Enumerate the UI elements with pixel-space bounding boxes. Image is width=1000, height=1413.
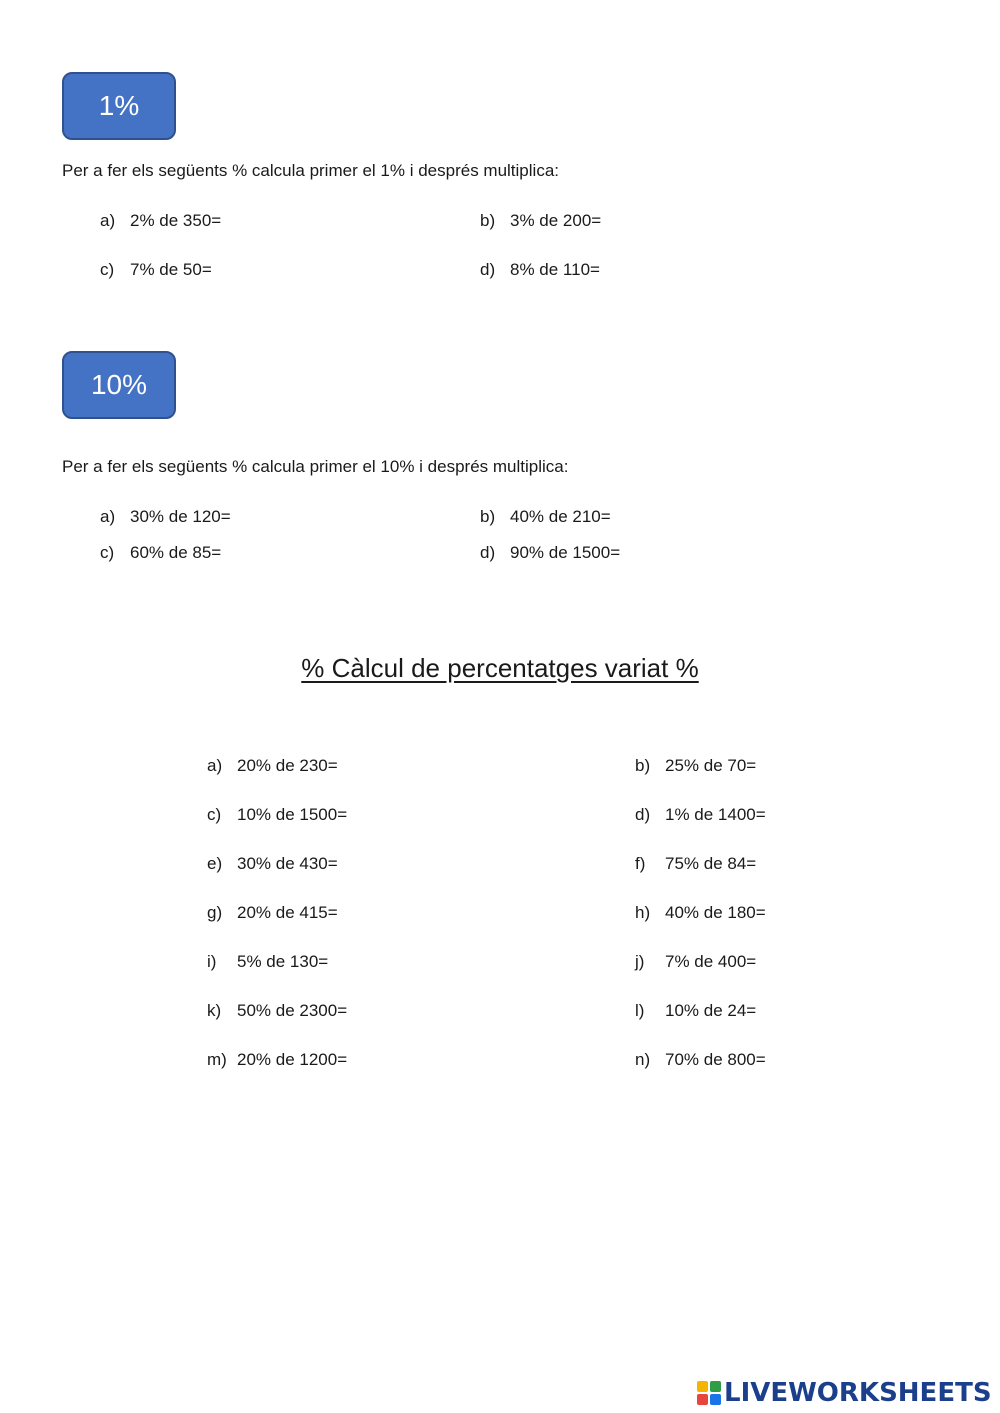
exercise-2b xyxy=(480,507,611,527)
exercise-3e xyxy=(207,854,338,874)
exercise-text: 7% de 400= xyxy=(665,952,757,971)
exercise-label: i) xyxy=(207,952,217,971)
exercise-3a xyxy=(207,756,338,776)
exercise-3i xyxy=(207,952,328,972)
exercise-3n xyxy=(635,1050,766,1070)
exercise-text: 2% de 350= xyxy=(130,211,222,230)
exercise-label: k) xyxy=(207,1001,222,1020)
exercise-3j xyxy=(635,952,756,972)
logo-square xyxy=(710,1394,721,1405)
instruction-10-percent: Per a fer els següents % calcula primer el 10% i després multiplica: xyxy=(62,457,569,476)
exercise-label: h) xyxy=(635,903,651,922)
badge-10-percent xyxy=(62,351,176,419)
logo-square xyxy=(710,1381,721,1392)
exercise-3m xyxy=(207,1050,347,1070)
exercise-text: 8% de 110= xyxy=(510,260,600,279)
exercise-text: 10% de 24= xyxy=(665,1001,757,1020)
exercise-label: b) xyxy=(635,756,651,775)
exercise-text: 25% de 70= xyxy=(665,756,757,775)
exercise-text: 60% de 85= xyxy=(130,543,222,562)
exercise-text: 30% de 120= xyxy=(130,507,231,526)
exercise-1d xyxy=(480,260,600,280)
badge-1-percent xyxy=(62,72,176,140)
instruction-1-percent: Per a fer els següents % calcula primer el 1% i després multiplica: xyxy=(62,161,559,180)
exercise-2d xyxy=(480,543,620,563)
exercise-text: 3% de 200= xyxy=(510,211,602,230)
exercise-label: b) xyxy=(480,507,496,526)
exercise-1c xyxy=(100,260,212,280)
exercise-label: m) xyxy=(207,1050,227,1069)
liveworksheets-logo[interactable] xyxy=(697,1376,992,1410)
exercise-text: 50% de 2300= xyxy=(237,1001,348,1020)
exercise-text: 30% de 430= xyxy=(237,854,338,873)
exercise-label: c) xyxy=(207,805,222,824)
exercise-3h xyxy=(635,903,766,923)
exercise-label: n) xyxy=(635,1050,651,1069)
exercise-3g xyxy=(207,903,338,923)
exercise-1a xyxy=(100,211,221,231)
exercise-label: d) xyxy=(480,543,496,562)
logo-square xyxy=(697,1381,708,1392)
badge-10-percent-label: 10% xyxy=(90,369,148,400)
exercise-2a xyxy=(100,507,231,527)
exercise-label: c) xyxy=(100,543,115,562)
exercise-label: l) xyxy=(635,1001,645,1020)
exercise-2c xyxy=(100,543,221,563)
exercise-label: f) xyxy=(635,854,646,873)
exercise-1b xyxy=(480,211,601,231)
exercise-text: 10% de 1500= xyxy=(237,805,348,824)
section-title-mixed: % Càlcul de percentatges variat % xyxy=(301,653,699,683)
exercise-text: 90% de 1500= xyxy=(510,543,621,562)
exercise-text: 5% de 130= xyxy=(237,952,329,971)
exercise-label: e) xyxy=(207,854,223,873)
exercise-text: 40% de 180= xyxy=(665,903,766,922)
exercise-3k xyxy=(207,1001,347,1021)
exercise-label: c) xyxy=(100,260,115,279)
exercise-label: a) xyxy=(207,756,223,775)
exercise-label: b) xyxy=(480,211,496,230)
exercise-label: g) xyxy=(207,903,223,922)
exercise-3d xyxy=(635,805,766,825)
logo-text: LIVEWORKSHEETS xyxy=(724,1378,992,1408)
logo-square xyxy=(697,1394,708,1405)
exercise-3b xyxy=(635,756,756,776)
exercise-3l xyxy=(635,1001,756,1021)
exercise-label: j) xyxy=(635,952,645,971)
exercise-text: 1% de 1400= xyxy=(665,805,766,824)
exercise-text: 20% de 230= xyxy=(237,756,338,775)
exercise-text: 70% de 800= xyxy=(665,1050,766,1069)
exercise-text: 40% de 210= xyxy=(510,507,611,526)
exercise-text: 7% de 50= xyxy=(130,260,212,279)
exercise-3f xyxy=(635,854,756,874)
exercise-3c xyxy=(207,805,347,825)
badge-1-percent-label: 1% xyxy=(98,90,140,121)
exercise-label: a) xyxy=(100,211,116,230)
exercise-label: d) xyxy=(480,260,496,279)
exercise-text: 75% de 84= xyxy=(665,854,757,873)
exercise-text: 20% de 415= xyxy=(237,903,338,922)
exercise-text: 20% de 1200= xyxy=(237,1050,348,1069)
exercise-label: d) xyxy=(635,805,651,824)
logo-mark-icon xyxy=(697,1381,721,1405)
exercise-label: a) xyxy=(100,507,116,526)
